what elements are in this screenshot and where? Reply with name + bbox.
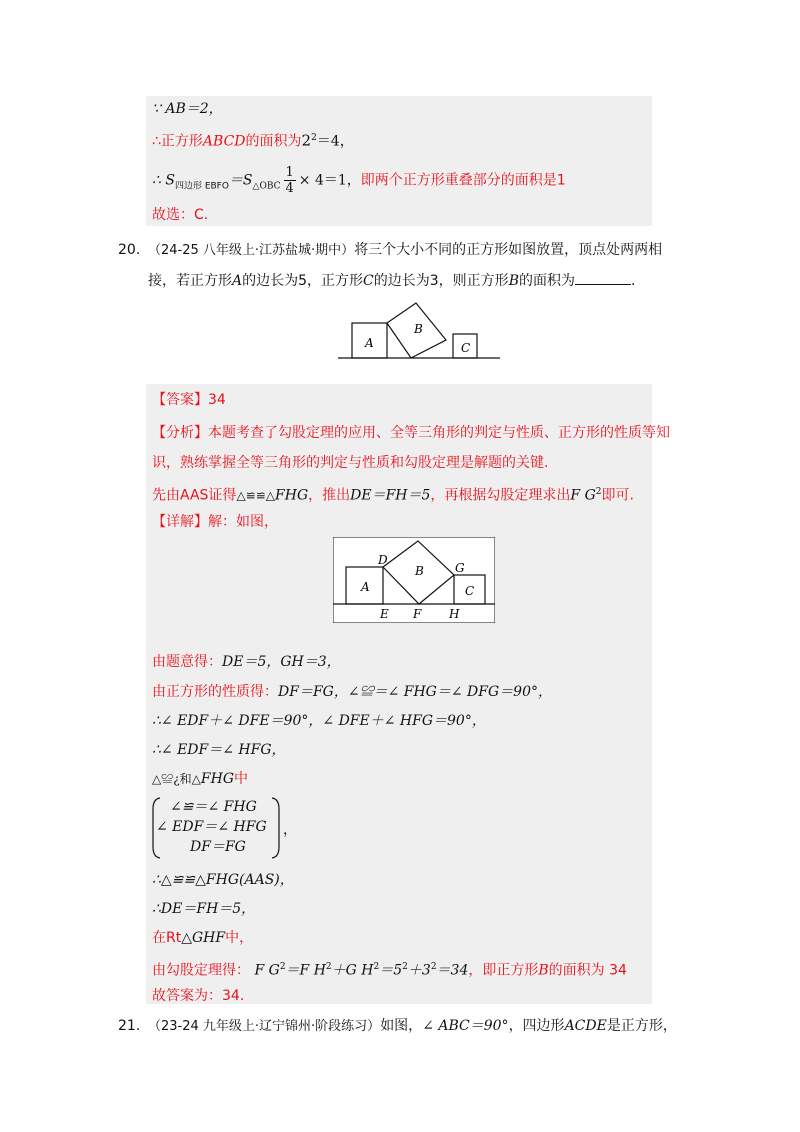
step-5 xyxy=(152,769,248,789)
step-5c: 中 xyxy=(234,771,249,787)
analysis-3-FHG: FHG xyxy=(275,487,309,504)
step-9-FG: F G xyxy=(254,962,280,979)
prev-line-2-mid: 的面积为 xyxy=(245,133,302,150)
sup-1: 2 xyxy=(279,962,286,972)
analysis-3-sup: 2 xyxy=(595,487,602,497)
prev-line-1 xyxy=(152,99,223,119)
prev-line-2 xyxy=(152,128,354,152)
step-2-label: 由正方形的性质得： xyxy=(152,684,278,700)
analysis-3-eq: DE＝FH＝5 xyxy=(350,487,431,504)
detail-label: 【详解】 xyxy=(152,514,208,530)
step-9-FH: ＝F H xyxy=(285,962,326,979)
step-4: ∴∠ EDF＝∠ HFG， xyxy=(152,742,286,758)
prev-line-3 xyxy=(152,165,566,196)
prev-line-3-prefix: ∴ S xyxy=(152,172,175,189)
fig2-label-C: C xyxy=(465,584,475,598)
right-paren xyxy=(270,797,280,859)
step-9-label: 由勾股定理得： xyxy=(152,962,250,979)
step-9-GH: ＋G H xyxy=(331,962,374,979)
sup-4: 2 xyxy=(402,962,408,972)
step-1 xyxy=(152,652,341,672)
q21-text-e: 是正方形， xyxy=(606,1018,677,1034)
q20-text-end: . xyxy=(630,273,636,289)
sup-2: 2 xyxy=(325,962,332,972)
prev-choice: 故选：C. xyxy=(152,207,209,223)
analysis-text-1: 本题考查了勾股定理的应用、全等三角形的判定与性质、正方形的性质等知 xyxy=(208,425,670,441)
q20-var-A: A xyxy=(232,273,243,289)
step-5a: △≌¿和△ xyxy=(152,772,201,786)
prev-line-3-sub1: 四边形 EBFO xyxy=(174,181,229,192)
step-9-5: ＝5 xyxy=(379,962,403,979)
q21-line-1 xyxy=(148,1016,677,1037)
q20-text-2b: 的边长为5，正方形 xyxy=(242,273,364,289)
step-5b: FHG xyxy=(200,771,235,787)
fraction-numerator: 1 xyxy=(285,165,294,180)
step-9-B: B xyxy=(538,962,549,979)
system-eq-1: ∠≌＝∠ FHG xyxy=(170,799,257,815)
step-7: ∴DE＝FH＝5， xyxy=(152,901,256,917)
fig2-label-H: H xyxy=(449,607,460,621)
fig1-label-A: A xyxy=(365,336,374,350)
step-9-3: ＋3 xyxy=(407,962,431,979)
step-9-i: 的面积为 34 xyxy=(548,962,627,979)
analysis-3a: 先由AAS证得 xyxy=(152,487,237,504)
q21-source: （23-24 九年级上·辽宁锦州·阶段练习） xyxy=(148,1019,381,1034)
analysis-3c: ，再根据勾股定理求出 xyxy=(430,487,571,504)
q21-text-b: ∠ ABC＝90° xyxy=(422,1018,509,1034)
q20-text-2c: 的边长为3，则正方形 xyxy=(373,273,509,289)
analysis-label: 【分析】 xyxy=(152,425,208,441)
q20-text-2d: 的面积为 xyxy=(518,273,575,289)
detail-line xyxy=(152,512,278,532)
q20-solution-figure xyxy=(333,537,495,623)
prev-line-1-text: ∵ AB＝2， xyxy=(152,101,223,117)
q20-number: 20. xyxy=(118,242,141,258)
prev-line-2-math: ABCD xyxy=(202,133,246,150)
prev-line-4 xyxy=(152,205,208,225)
analysis-3d: 即可. xyxy=(601,487,634,504)
q20-figure xyxy=(336,293,502,365)
step-8c: 中， xyxy=(225,930,254,946)
q20-source: （24-25 八年级上·江苏盐城·期中） xyxy=(148,243,355,258)
prev-line-3-eq: ＝S xyxy=(228,172,253,189)
fraction xyxy=(284,165,296,196)
fig1-label-C: C xyxy=(461,341,471,355)
step-1-math: DE＝5，GH＝3， xyxy=(222,654,341,670)
system-eq-2: ∠ EDF＝∠ HFG xyxy=(156,819,267,835)
prev-line-3-conclusion: 即两个正方形重叠部分的面积是1 xyxy=(360,172,566,189)
step-8 xyxy=(152,928,253,948)
q20-text-2a: 接，若正方形 xyxy=(148,273,232,289)
step-9-h: ，即正方形 xyxy=(468,962,539,979)
q20-text-1: 将三个大小不同的正方形如图放置，顶点处两两相 xyxy=(354,242,663,258)
step-3: ∴∠ EDF＋∠ DFE＝90°，∠ DFE＋∠ HFG＝90°， xyxy=(152,713,486,729)
analysis-3b: ，推出 xyxy=(308,487,351,504)
analysis-line-1 xyxy=(152,423,670,443)
prev-line-2-sup: 2 xyxy=(311,133,317,143)
prev-line-3-rest: × 4＝1， xyxy=(298,172,361,189)
sup-5: 2 xyxy=(430,962,437,972)
q20-line-2 xyxy=(148,270,635,291)
step-6: ∴△≌≌△FHG(AAS)， xyxy=(152,872,294,888)
q21-number: 21. xyxy=(118,1018,141,1034)
analysis-line-2 xyxy=(152,453,548,473)
answer-label: 【答案】 xyxy=(152,392,208,408)
fig2-label-D: D xyxy=(378,553,388,567)
analysis-text-2: 识，熟练掌握全等三角形的判定与性质和勾股定理是解题的关键. xyxy=(152,455,549,471)
fig1-label-B: B xyxy=(414,322,423,336)
step-8b: △GHF xyxy=(181,930,226,946)
fig2-label-E: E xyxy=(380,607,389,621)
step-9-34: ＝34 xyxy=(436,962,469,979)
step-1-label: 由题意得： xyxy=(152,654,222,670)
prev-line-2-prefix: ∴正方形 xyxy=(152,133,203,150)
q20-var-C: C xyxy=(363,273,374,289)
answer-blank xyxy=(575,270,631,285)
prev-line-2-value: 2 xyxy=(301,131,312,150)
detail-text: 解：如图， xyxy=(208,514,278,530)
fig2-label-A: A xyxy=(361,580,370,594)
equation-system xyxy=(152,797,280,859)
analysis-line-3 xyxy=(152,482,634,506)
step-8a: 在Rt xyxy=(152,930,182,946)
q20-line-1 xyxy=(148,240,662,261)
sup-3: 2 xyxy=(373,962,380,972)
system-eq-3: DF＝FG xyxy=(190,839,246,855)
q20-var-B: B xyxy=(508,273,519,289)
fraction-denominator: 4 xyxy=(285,181,294,196)
q21-text-d: ACDE xyxy=(564,1018,607,1034)
fig2-label-B: B xyxy=(415,564,424,578)
step-2-math: DF＝FG，∠≌＝∠ FHG＝∠ DFG＝90°， xyxy=(278,684,552,700)
q21-text-a: 如图， xyxy=(380,1018,423,1034)
fig2-label-F: F xyxy=(413,607,422,621)
answer-line xyxy=(152,390,226,410)
analysis-3-tri: △≌≌△ xyxy=(236,488,276,503)
prev-line-3-sub2: △OBC xyxy=(252,181,281,192)
system-end: ， xyxy=(283,822,297,838)
prev-line-2-end: ＝4， xyxy=(316,133,354,150)
fig2-label-G: G xyxy=(455,561,465,575)
answer-value: 34 xyxy=(208,392,226,408)
analysis-3-FG: F G xyxy=(570,487,596,504)
step-10: 故答案为：34. xyxy=(152,988,245,1004)
step-9 xyxy=(152,957,627,981)
q21-text-c: ，四边形 xyxy=(508,1018,565,1034)
step-2 xyxy=(152,682,552,702)
